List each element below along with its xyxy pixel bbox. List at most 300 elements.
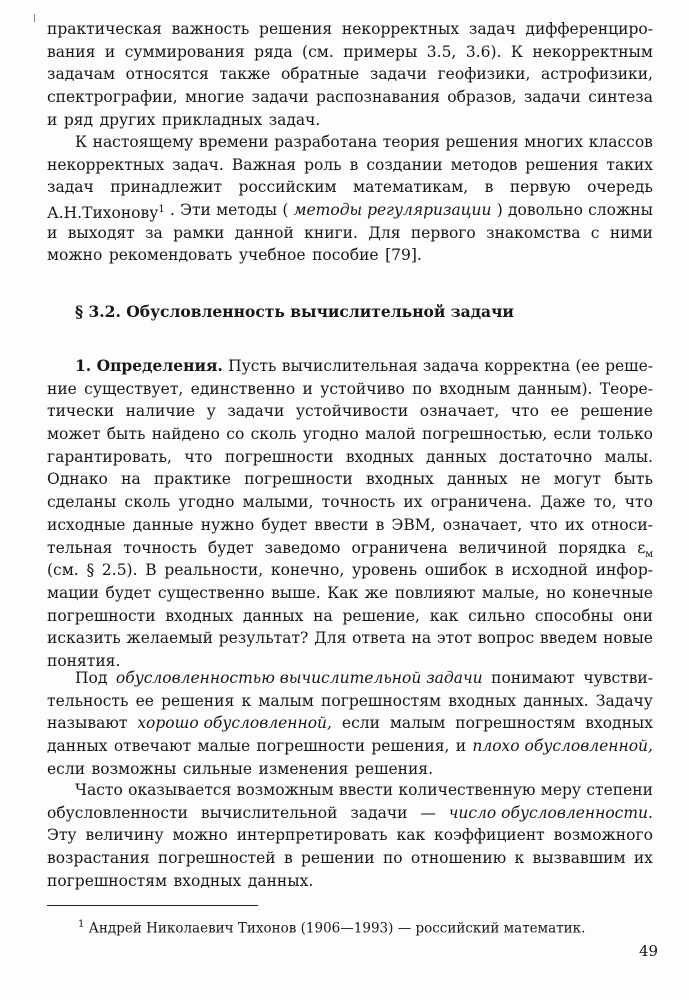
word: Важная bbox=[231, 155, 297, 174]
word: конечные bbox=[572, 583, 653, 602]
word: малой bbox=[364, 425, 416, 444]
word: других bbox=[99, 110, 156, 129]
word: ние bbox=[47, 379, 77, 398]
italic-term: плохо обусловленной, bbox=[472, 737, 653, 756]
word: решение, bbox=[342, 606, 420, 625]
word: величиной bbox=[458, 538, 548, 557]
text-line bbox=[47, 712, 653, 735]
text-line bbox=[47, 400, 653, 423]
word: означает, bbox=[419, 402, 500, 421]
word: 3.6). bbox=[465, 42, 502, 61]
word: времени bbox=[198, 133, 269, 151]
word: оказывается bbox=[128, 781, 232, 799]
word: настоящему bbox=[92, 133, 194, 151]
word: можно bbox=[47, 246, 103, 265]
word: задач bbox=[468, 20, 516, 38]
word: входных bbox=[585, 714, 653, 733]
word: малыми, bbox=[242, 493, 314, 512]
word: образов, bbox=[447, 88, 517, 107]
word: угодно bbox=[178, 493, 235, 512]
word: мации bbox=[47, 583, 99, 602]
word: данных. bbox=[523, 691, 589, 710]
epsilon-subscript: м bbox=[645, 548, 653, 560]
text-line bbox=[47, 468, 653, 491]
text-line bbox=[47, 18, 653, 41]
word: по bbox=[412, 379, 432, 398]
text-line bbox=[47, 355, 653, 378]
word: первого bbox=[410, 223, 476, 242]
word: отношению bbox=[410, 849, 507, 868]
word: реше- bbox=[605, 357, 653, 375]
word: ввести bbox=[314, 515, 369, 534]
word: решения bbox=[259, 20, 333, 38]
word: и bbox=[455, 737, 467, 756]
word: малы. bbox=[604, 447, 653, 466]
word: вычислительная bbox=[281, 357, 418, 375]
word: если bbox=[47, 759, 86, 778]
definitions-label: 1. Определения. bbox=[75, 356, 223, 375]
word: как bbox=[396, 826, 426, 845]
word: погрешности bbox=[256, 737, 366, 756]
word: математикам, bbox=[353, 178, 469, 197]
word: и bbox=[104, 42, 116, 61]
word: тельная bbox=[47, 538, 113, 557]
text-line bbox=[47, 779, 653, 802]
text-line bbox=[47, 847, 653, 870]
word: вызвавшим bbox=[532, 849, 626, 868]
word: гарантировать, bbox=[47, 447, 172, 466]
word: в bbox=[349, 155, 359, 174]
word: введем bbox=[539, 629, 598, 648]
word: задач. bbox=[268, 110, 321, 129]
text-line bbox=[47, 667, 653, 690]
word: выходят bbox=[67, 223, 135, 242]
word: сложны bbox=[588, 201, 653, 220]
word: как bbox=[429, 606, 459, 625]
word: практическая bbox=[47, 20, 162, 38]
word: способны bbox=[534, 606, 614, 625]
word: новые bbox=[603, 629, 653, 648]
word: — bbox=[420, 803, 436, 822]
word: ними bbox=[609, 223, 653, 242]
word: быть bbox=[614, 470, 653, 489]
word: классов bbox=[588, 133, 653, 151]
word: задачи bbox=[227, 402, 285, 421]
word: суммирования bbox=[124, 42, 245, 61]
word: Как bbox=[327, 583, 359, 602]
text-line bbox=[47, 244, 653, 267]
footnote-divider bbox=[47, 905, 258, 906]
word: инфор- bbox=[595, 561, 653, 580]
word: погрешности bbox=[47, 606, 156, 625]
word: уровень bbox=[351, 561, 418, 580]
word: относятся bbox=[125, 65, 209, 84]
word: данных. bbox=[247, 871, 314, 890]
word: угодно bbox=[302, 425, 359, 444]
word: задач bbox=[47, 178, 94, 197]
word: возможного bbox=[553, 826, 653, 845]
word: важность bbox=[171, 20, 250, 38]
paragraph-definitions bbox=[47, 355, 653, 673]
word: методы bbox=[216, 201, 278, 220]
word: данных bbox=[426, 447, 487, 466]
word: малым bbox=[258, 691, 314, 710]
word: К bbox=[510, 42, 523, 61]
word: синтеза bbox=[588, 88, 653, 107]
word: многие bbox=[185, 88, 245, 107]
text-line bbox=[47, 109, 653, 132]
word: возможным bbox=[236, 781, 334, 799]
word: отвечают bbox=[113, 737, 192, 756]
word: входных bbox=[448, 691, 517, 710]
word: решении bbox=[300, 849, 375, 868]
word: . bbox=[169, 201, 175, 220]
word: заведомо bbox=[264, 538, 341, 557]
word: задачи bbox=[369, 65, 427, 84]
word: вычислительной bbox=[200, 803, 338, 822]
word: что bbox=[624, 493, 653, 512]
word: их bbox=[633, 849, 653, 868]
italic-term: хорошо обусловленной, bbox=[137, 714, 332, 733]
word: исказить bbox=[47, 629, 121, 648]
italic-term: обусловленностью вычислительной задачи bbox=[115, 669, 483, 687]
word: достаточно bbox=[498, 447, 593, 466]
word: не bbox=[520, 470, 541, 489]
word: разработана bbox=[274, 133, 378, 151]
page-number: 49 bbox=[639, 942, 659, 960]
word: Эту bbox=[47, 826, 77, 845]
text-line bbox=[47, 758, 653, 781]
word: сколь bbox=[250, 425, 297, 444]
word: в bbox=[494, 561, 504, 580]
text-line bbox=[47, 690, 653, 713]
word: решения bbox=[525, 155, 599, 174]
text-line bbox=[47, 824, 653, 847]
word: возрастания bbox=[47, 849, 150, 868]
footnote-ref: 1 bbox=[158, 204, 165, 216]
word: знакомства bbox=[486, 223, 581, 242]
word: только bbox=[597, 425, 653, 444]
word: малые bbox=[197, 737, 251, 756]
word: принадлежит bbox=[110, 178, 223, 197]
word: корректна bbox=[484, 357, 571, 375]
word: желаемый bbox=[126, 629, 213, 648]
word: довольно bbox=[508, 201, 583, 220]
word: устойчиво bbox=[320, 379, 405, 398]
word: очередь bbox=[587, 178, 653, 197]
text-line bbox=[47, 154, 653, 177]
word: меру bbox=[540, 781, 582, 799]
word: входных bbox=[173, 871, 242, 890]
word: их bbox=[564, 515, 584, 534]
word: пособие bbox=[312, 246, 379, 265]
word: данным). bbox=[517, 379, 593, 398]
word: малые, bbox=[481, 583, 540, 602]
text-line bbox=[47, 199, 653, 222]
word: найдено bbox=[151, 425, 220, 444]
text-line bbox=[47, 222, 653, 245]
word: чувстви- bbox=[583, 669, 653, 687]
word: астрофизики, bbox=[541, 65, 653, 84]
word: решения. bbox=[354, 759, 434, 778]
word: задачам bbox=[47, 65, 116, 84]
word: В bbox=[145, 561, 157, 580]
word: погрешностям bbox=[455, 714, 576, 733]
word: понимают bbox=[491, 669, 575, 687]
word: что bbox=[184, 447, 213, 466]
word: реальности, bbox=[164, 561, 264, 580]
word: прикладных bbox=[161, 110, 263, 129]
text-line bbox=[47, 446, 653, 469]
word: и bbox=[47, 110, 58, 129]
word: Однако bbox=[47, 470, 108, 489]
word: на bbox=[313, 606, 333, 625]
word: задач. bbox=[172, 155, 224, 174]
word: к bbox=[241, 691, 252, 710]
word: но bbox=[546, 583, 566, 602]
word: обратные bbox=[280, 65, 360, 84]
word: § bbox=[86, 561, 95, 580]
word: роль bbox=[304, 155, 342, 174]
text-line bbox=[47, 735, 653, 758]
word: создании bbox=[366, 155, 443, 174]
word: спектрографии, bbox=[47, 88, 178, 107]
text-line bbox=[47, 802, 653, 825]
word: конечно, bbox=[270, 561, 345, 580]
word: задачи bbox=[251, 88, 309, 107]
word: Для bbox=[314, 629, 347, 648]
word: ее bbox=[135, 691, 154, 710]
word: Эти bbox=[180, 201, 211, 220]
word: если bbox=[553, 425, 592, 444]
word: ответа bbox=[352, 629, 406, 648]
word: некорректных bbox=[47, 155, 165, 174]
word: Даже bbox=[540, 493, 586, 512]
word: в bbox=[283, 849, 293, 868]
word: решения bbox=[445, 133, 519, 151]
word: к bbox=[514, 849, 525, 868]
word: [79]. bbox=[385, 246, 422, 265]
text-span: Под bbox=[75, 669, 108, 687]
word: тически bbox=[47, 402, 115, 421]
word: погрешностям bbox=[321, 691, 442, 710]
word: сделаны bbox=[47, 493, 117, 512]
text-span: называют bbox=[47, 714, 128, 733]
word: исходные bbox=[47, 515, 126, 534]
word: наличие bbox=[125, 402, 196, 421]
word: на bbox=[121, 470, 141, 489]
word: за bbox=[145, 223, 163, 242]
word: что bbox=[529, 515, 558, 534]
word: 3.5, bbox=[426, 42, 457, 61]
word: можно bbox=[172, 826, 228, 845]
text-line bbox=[47, 63, 653, 86]
word: книги. bbox=[304, 223, 358, 242]
word: также bbox=[219, 65, 271, 84]
word: ) bbox=[496, 201, 503, 220]
word: рамки bbox=[173, 223, 225, 242]
text-line bbox=[47, 627, 653, 650]
word: ряд bbox=[63, 110, 94, 129]
word: входным bbox=[439, 379, 511, 398]
text-line bbox=[47, 86, 653, 109]
word: Теоре- bbox=[599, 379, 653, 398]
footnote-text: Андрей Николаевич Тихонов (1906—1993) — российский математик. bbox=[88, 920, 586, 937]
word: вания bbox=[47, 42, 96, 61]
word: теория bbox=[382, 133, 440, 151]
word: данных bbox=[242, 606, 304, 625]
paragraph-regularization bbox=[47, 131, 653, 267]
word: решения bbox=[161, 691, 235, 710]
word: входных bbox=[165, 606, 234, 625]
word: Задачу bbox=[595, 691, 653, 710]
word: тельность bbox=[47, 691, 129, 710]
word: первую bbox=[509, 178, 571, 197]
word: данных bbox=[47, 737, 108, 756]
word: учебное bbox=[238, 246, 306, 265]
epsilon-machine bbox=[637, 537, 653, 560]
word: (см. bbox=[302, 42, 334, 61]
word: К bbox=[75, 133, 87, 151]
word: степени bbox=[586, 781, 653, 799]
word: методов bbox=[450, 155, 518, 174]
word: ее bbox=[550, 402, 569, 421]
word: входных bbox=[366, 470, 434, 489]
word: (ее bbox=[575, 357, 600, 375]
word: и bbox=[302, 379, 313, 398]
word: может bbox=[47, 425, 101, 444]
word: погрешностям bbox=[47, 871, 168, 890]
word: распознавания bbox=[316, 88, 440, 107]
word: существует, bbox=[84, 379, 184, 398]
word: точность bbox=[123, 538, 197, 557]
word: порядка bbox=[558, 538, 627, 557]
word: в bbox=[375, 515, 385, 534]
word: Часто bbox=[75, 781, 123, 799]
word: относи- bbox=[591, 515, 653, 534]
text-line bbox=[47, 514, 653, 537]
word: малым bbox=[389, 714, 446, 733]
text-line bbox=[47, 378, 653, 401]
word: исходной bbox=[511, 561, 588, 580]
word: что bbox=[510, 402, 539, 421]
word: ряда bbox=[254, 42, 293, 61]
text-line bbox=[47, 605, 653, 628]
text-line bbox=[47, 176, 653, 199]
word: Для bbox=[368, 223, 401, 242]
text-line bbox=[47, 423, 653, 446]
section-heading: § 3.2. Обусловленность вычислительной задачи bbox=[75, 302, 514, 321]
word: данных bbox=[447, 470, 508, 489]
text-line bbox=[47, 559, 653, 582]
text-line bbox=[47, 537, 653, 560]
word: означает, bbox=[442, 515, 523, 534]
word: погрешностью, bbox=[422, 425, 548, 444]
word: задача bbox=[422, 357, 479, 375]
word: дифференциро- bbox=[525, 20, 653, 38]
italic-term: число обусловленности. bbox=[448, 803, 653, 822]
text-line bbox=[47, 870, 653, 893]
word: ( bbox=[282, 201, 289, 220]
word: у bbox=[206, 402, 216, 421]
word: обусловленности bbox=[47, 803, 188, 822]
word: на bbox=[411, 629, 432, 648]
footnote bbox=[78, 919, 585, 937]
text-line bbox=[47, 582, 653, 605]
word: примеры bbox=[343, 42, 418, 61]
word: таких bbox=[606, 155, 653, 174]
word: ошибок bbox=[424, 561, 488, 580]
word: будет bbox=[105, 583, 152, 602]
word: повлияют bbox=[394, 583, 476, 602]
word: некорректных bbox=[341, 20, 460, 38]
word: выше. bbox=[271, 583, 321, 602]
word: (см. bbox=[47, 561, 79, 580]
word: нужно bbox=[200, 515, 255, 534]
word: практике bbox=[153, 470, 231, 489]
word: с bbox=[590, 223, 600, 242]
word: если bbox=[341, 714, 380, 733]
word: погрешности bbox=[224, 447, 334, 466]
italic-term: методы регуляризации bbox=[293, 201, 492, 220]
word: точность bbox=[321, 493, 396, 512]
epsilon-symbol: ε bbox=[637, 538, 646, 557]
text-line bbox=[47, 131, 653, 154]
word: некорректным bbox=[532, 42, 653, 61]
paragraph-condition-number bbox=[47, 779, 653, 892]
word: геофизики, bbox=[437, 65, 531, 84]
word: единственно bbox=[190, 379, 296, 398]
word: сильно bbox=[468, 606, 526, 625]
word: величину bbox=[85, 826, 164, 845]
word: сильные bbox=[182, 759, 252, 778]
footnote-mark: 1 bbox=[78, 919, 85, 930]
word: будет bbox=[207, 538, 254, 557]
word: то, bbox=[593, 493, 617, 512]
word: в bbox=[484, 178, 494, 197]
word: входных bbox=[345, 447, 414, 466]
word: погрешностей bbox=[157, 849, 276, 868]
word: со bbox=[226, 425, 245, 444]
word: данной bbox=[234, 223, 294, 242]
word: сколь bbox=[124, 493, 171, 512]
word: ограничена bbox=[351, 538, 448, 557]
word: количественную bbox=[398, 781, 536, 799]
tikhonov-name: А.Н.Тихонову bbox=[47, 204, 159, 223]
word: решение bbox=[580, 402, 653, 421]
word: Пусть bbox=[228, 357, 277, 375]
word: 2.5). bbox=[101, 561, 138, 580]
word: рекомендовать bbox=[108, 246, 233, 265]
word: российским bbox=[238, 178, 337, 197]
word: быть bbox=[106, 425, 146, 444]
word: интерпретировать bbox=[236, 826, 388, 845]
word: ограничена. bbox=[430, 493, 532, 512]
word: задачи bbox=[350, 803, 408, 822]
word: ЭВМ, bbox=[391, 515, 436, 534]
text-line bbox=[47, 491, 653, 514]
word: могут bbox=[553, 470, 601, 489]
word: результат? bbox=[218, 629, 309, 648]
word: устойчивости bbox=[295, 402, 409, 421]
word: возможны bbox=[91, 759, 177, 778]
word: коэффициент bbox=[434, 826, 545, 845]
word: погрешности bbox=[244, 470, 353, 489]
word: существенно bbox=[157, 583, 265, 602]
word: по bbox=[382, 849, 403, 868]
word: же bbox=[364, 583, 389, 602]
word: этот bbox=[436, 629, 473, 648]
